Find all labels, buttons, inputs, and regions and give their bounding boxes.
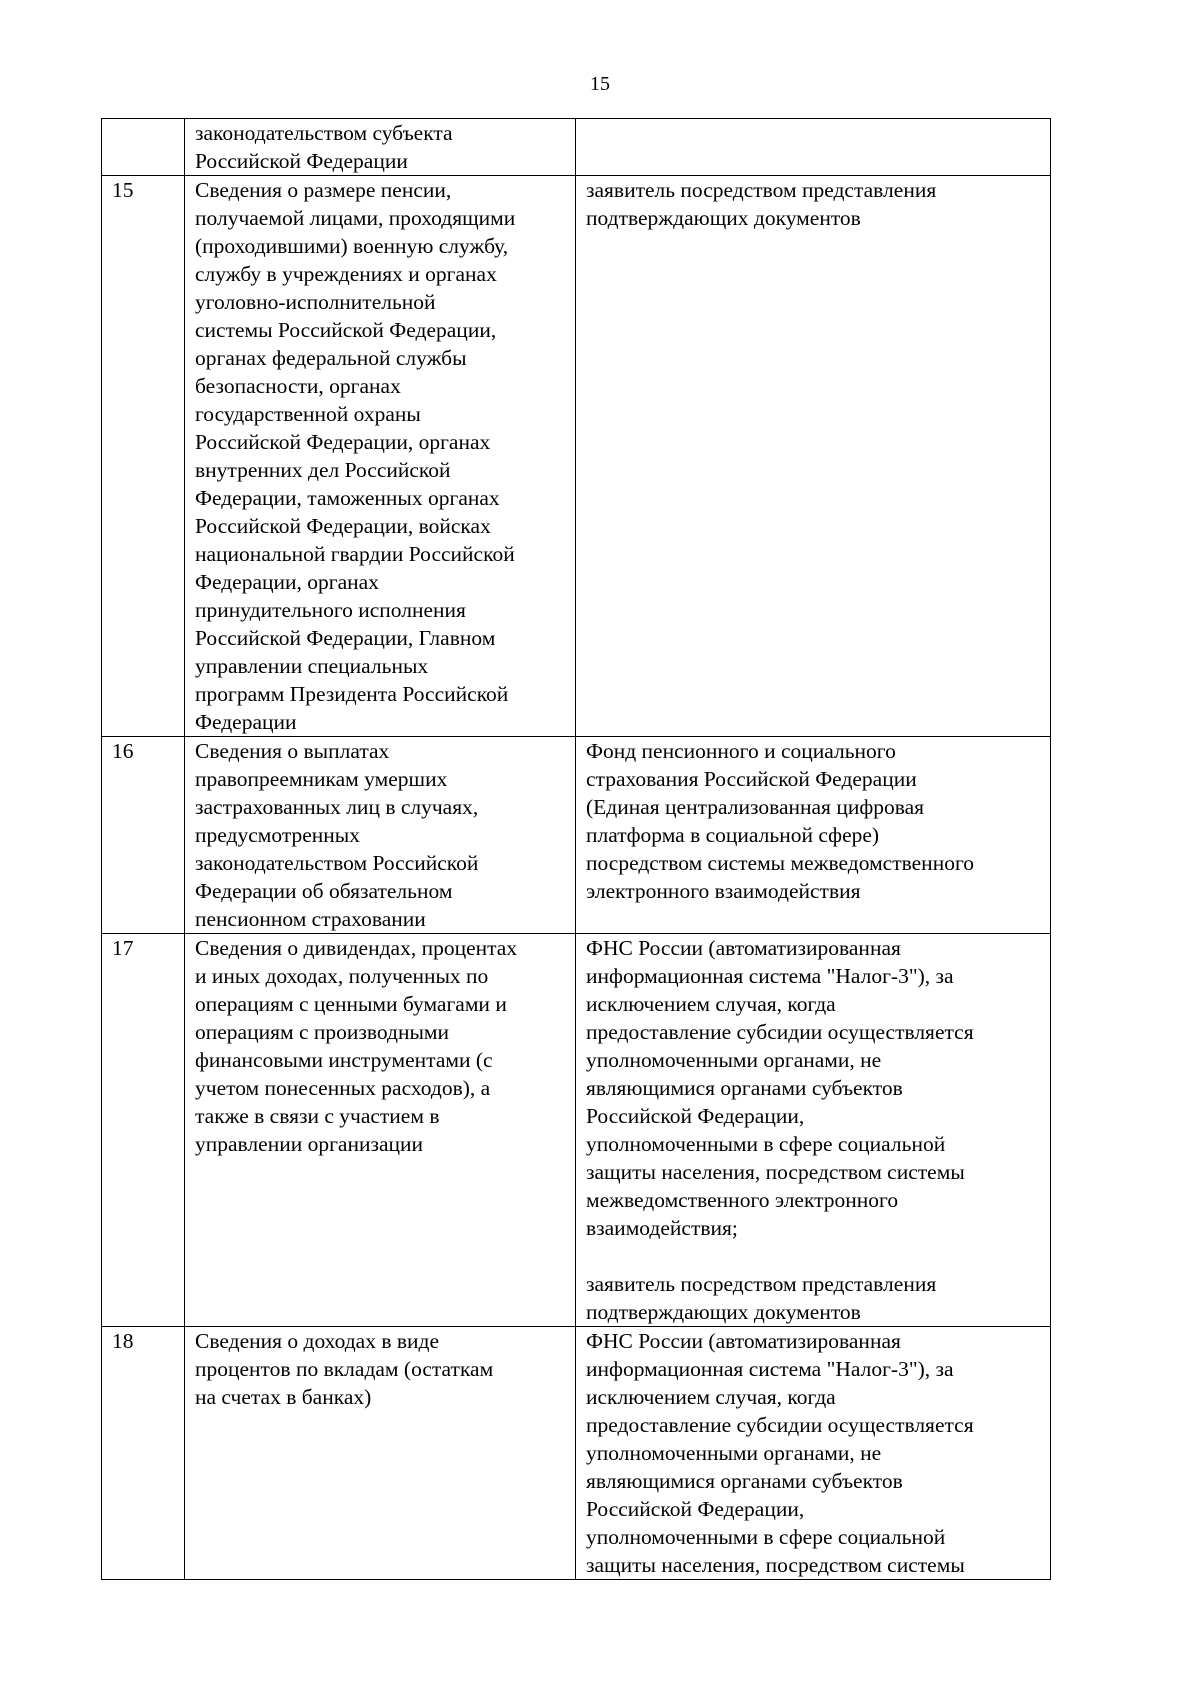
source-cell (576, 737, 1051, 934)
source-text-line: Российской Федерации, (586, 1497, 805, 1521)
information-text-line: операциям с ценными бумагами и (195, 992, 507, 1016)
source-text-line: исключением случая, когда (586, 992, 836, 1016)
source-cell (576, 119, 1051, 176)
data-sources-table (101, 118, 1051, 1580)
table-row (102, 737, 1051, 934)
information-text-line: национальной гвардии Российской (195, 542, 515, 566)
source-text-line: ФНС России (автоматизированная (586, 936, 901, 960)
information-text-line: Российской Федерации, войсках (195, 514, 491, 538)
source-text-line: предоставление субсидии осуществляется (586, 1413, 974, 1437)
information-text-line: также в связи с участием в (195, 1104, 440, 1128)
source-text-line: ФНС России (автоматизированная (586, 1329, 901, 1353)
source-text-line: страхования Российской Федерации (586, 767, 917, 791)
source-text-line: являющимися органами субъектов (586, 1076, 903, 1100)
information-text-line: процентов по вкладам (остаткам (195, 1357, 494, 1381)
information-text-line: Федерации, таможенных органах (195, 486, 500, 510)
information-text-line: программ Президента Российской (195, 682, 509, 706)
source-text-line: подтверждающих документов (586, 1300, 861, 1324)
source-text-line: предоставление субсидии осуществляется (586, 1020, 974, 1044)
information-cell (185, 934, 576, 1327)
row-number-cell (102, 176, 185, 737)
information-text-line: безопасности, органах (195, 374, 401, 398)
information-text-line: службу в учреждениях и органах (195, 262, 497, 286)
information-text-line: законодательством Российской (195, 851, 479, 875)
source-text-line: уполномоченными органами, не (586, 1441, 882, 1465)
information-text-line: внутренних дел Российской (195, 458, 451, 482)
source-text-line: уполномоченными в сфере социальной (586, 1525, 946, 1549)
information-text-line: застрахованных лиц в случаях, (195, 795, 479, 819)
source-text-line: платформа в социальной сфере) (586, 823, 880, 847)
source-text-line: информационная система "Налог-3"), за (586, 1357, 954, 1381)
information-text-line: учетом понесенных расходов), а (195, 1076, 491, 1100)
row-number-cell (102, 737, 185, 934)
row-number: 18 (112, 1329, 134, 1353)
row-number-cell (102, 1327, 185, 1580)
source-text-line: межведомственного электронного (586, 1188, 899, 1212)
source-text-line: взаимодействия; (586, 1216, 738, 1240)
information-cell (185, 119, 576, 176)
source-text-line: защиты населения, посредством системы (586, 1553, 965, 1577)
information-text-line: Сведения о дивидендах, процентах (195, 936, 518, 960)
information-text-line: органах федеральной службы (195, 346, 467, 370)
source-text-line: посредством системы межведомственного (586, 851, 974, 875)
table-row (102, 176, 1051, 737)
source-cell (576, 934, 1051, 1327)
row-number: 17 (112, 936, 134, 960)
information-text-line: принудительного исполнения (195, 598, 466, 622)
page-number: 15 (590, 73, 610, 95)
information-text-line: правопреемникам умерших (195, 767, 448, 791)
information-text-line: (проходившими) военную службу, (195, 234, 509, 258)
information-text-line: финансовыми инструментами (с (195, 1048, 493, 1072)
source-text-line: заявитель посредством представления (586, 178, 937, 202)
information-text-line: Российской Федерации, органах (195, 430, 491, 454)
source-text-line: уполномоченными органами, не (586, 1048, 882, 1072)
information-text-line: Федерации об обязательном (195, 879, 453, 903)
source-text-line: защиты населения, посредством системы (586, 1160, 965, 1184)
source-cell (576, 1327, 1051, 1580)
table-row (102, 1327, 1051, 1580)
source-text-line: электронного взаимодействия (586, 879, 861, 903)
source-text-line: заявитель посредством представления (586, 1272, 937, 1296)
information-text-line: Федерации (195, 710, 297, 734)
source-text-line (586, 1242, 1042, 1270)
information-text-line: операциям с производными (195, 1020, 450, 1044)
source-text-line: Фонд пенсионного и социального (586, 739, 896, 763)
information-text-line: получаемой лицами, проходящими (195, 206, 516, 230)
information-text-line: на счетах в банках) (195, 1385, 372, 1409)
information-cell (185, 737, 576, 934)
information-cell (185, 1327, 576, 1580)
information-text-line: Российской Федерации (195, 149, 408, 173)
source-text-line: уполномоченными в сфере социальной (586, 1132, 946, 1156)
table-row (102, 119, 1051, 176)
information-text-line: пенсионном страховании (195, 907, 426, 931)
source-cell (576, 176, 1051, 737)
row-number-cell (102, 934, 185, 1327)
table-row (102, 934, 1051, 1327)
information-text-line: предусмотренных (195, 823, 360, 847)
information-text-line: системы Российской Федерации, (195, 318, 497, 342)
information-text-line: государственной охраны (195, 402, 421, 426)
information-text-line: законодательством субъекта (195, 121, 453, 145)
information-text-line: Российской Федерации, Главном (195, 626, 496, 650)
information-text-line: Сведения о выплатах (195, 739, 390, 763)
source-text-line: подтверждающих документов (586, 206, 861, 230)
information-text-line: и иных доходах, полученных по (195, 964, 489, 988)
information-text-line: управлении специальных (195, 654, 429, 678)
information-text-line: Сведения о размере пенсии, (195, 178, 452, 202)
information-text-line: управлении организации (195, 1132, 424, 1156)
row-number-cell (102, 119, 185, 176)
information-text-line: Сведения о доходах в виде (195, 1329, 439, 1353)
information-text-line: Федерации, органах (195, 570, 379, 594)
source-text-line: исключением случая, когда (586, 1385, 836, 1409)
source-text-line: (Единая централизованная цифровая (586, 795, 925, 819)
source-text-line: информационная система "Налог-3"), за (586, 964, 954, 988)
row-number: 16 (112, 739, 134, 763)
source-text-line: Российской Федерации, (586, 1104, 805, 1128)
source-text-line: являющимися органами субъектов (586, 1469, 903, 1493)
information-text-line: уголовно-исполнительной (195, 290, 436, 314)
information-cell (185, 176, 576, 737)
row-number: 15 (112, 178, 134, 202)
